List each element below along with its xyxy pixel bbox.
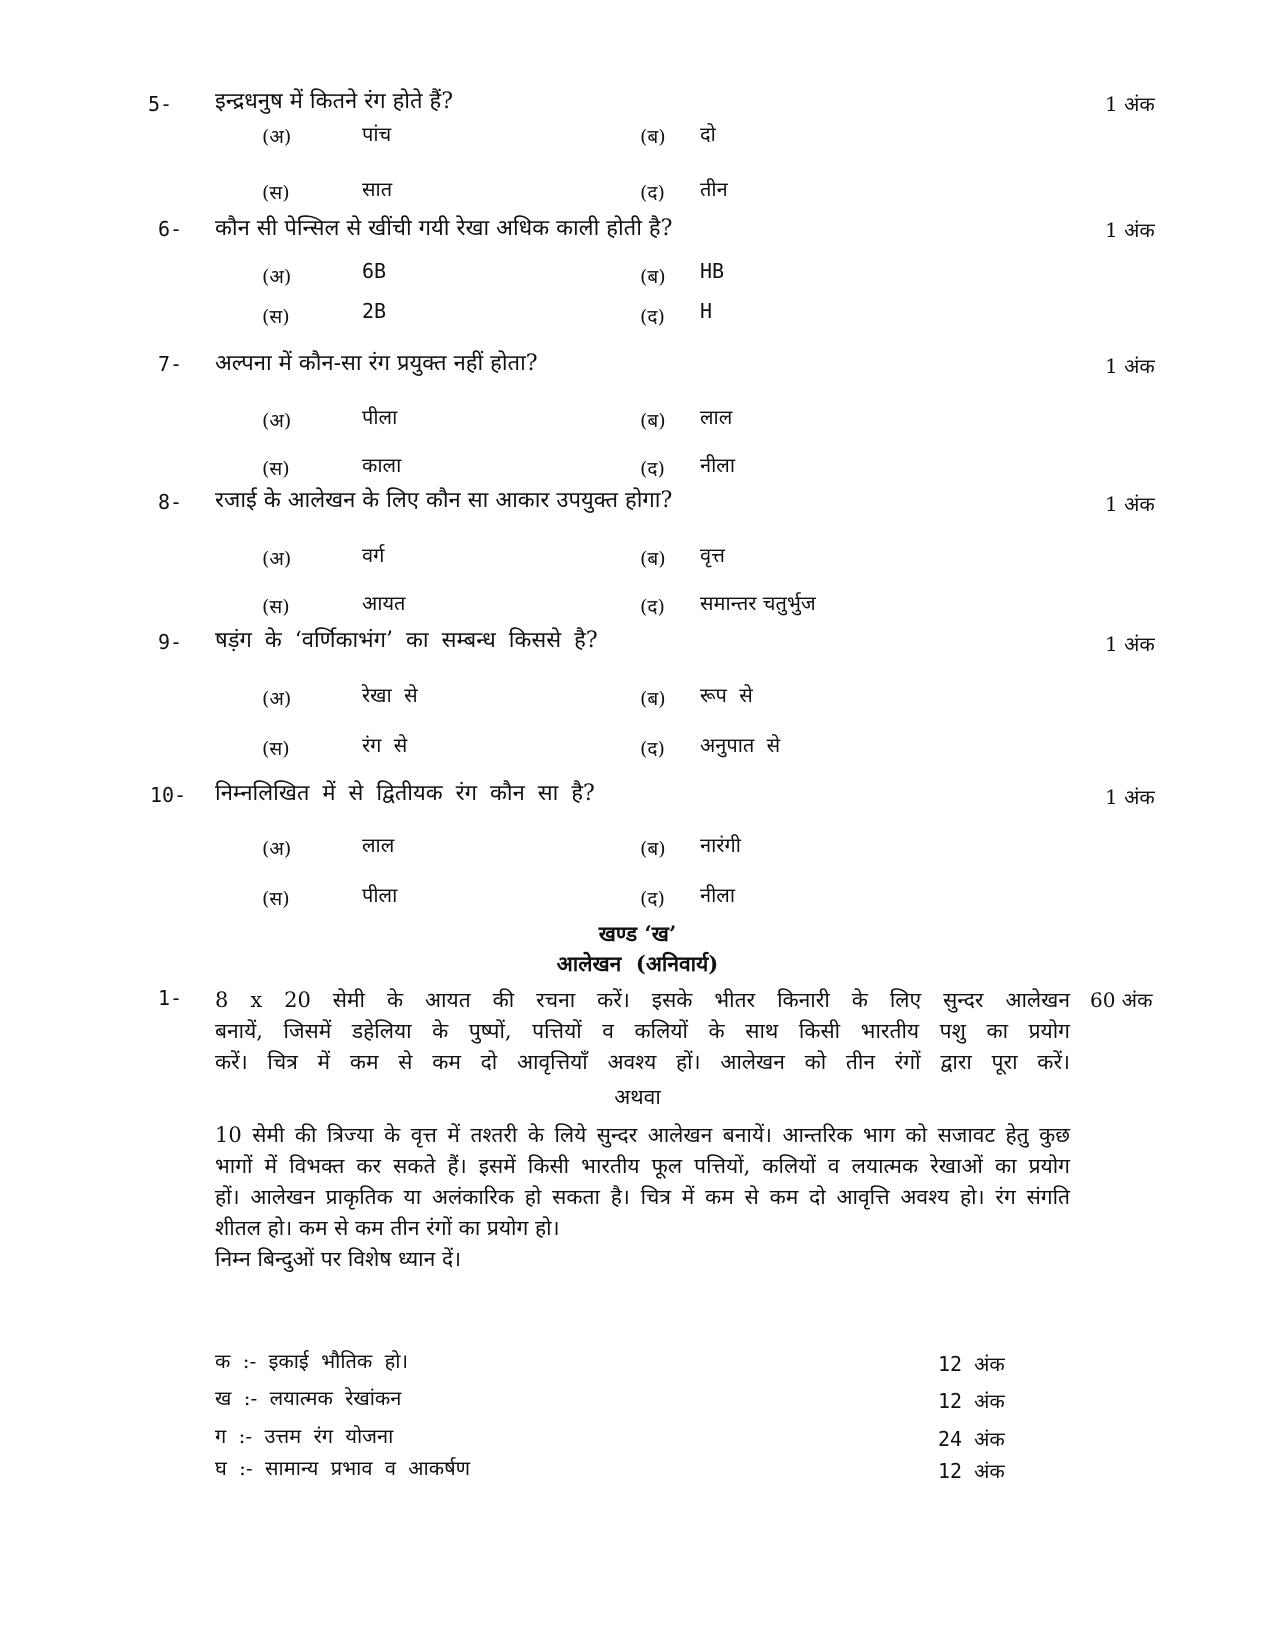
- q6-option-a-label: (अ): [262, 266, 292, 288]
- question-1-line-2: बनायें, जिसमें डहेलिया के पुष्पों, पत्तियों व कलियों के साथ किसी भारतीय पशु का प्रयोग: [215, 1019, 1070, 1043]
- section-question-1-marks: 60 अंक: [1090, 988, 1153, 1012]
- q6-option-a-text: 6B: [362, 259, 387, 283]
- q5-option-a-text: पांच: [362, 122, 392, 146]
- question-5-number: 5-: [148, 92, 173, 116]
- question-5-text: इन्द्रधनुष में कितने रंग होते हैं?: [215, 89, 453, 114]
- q7-option-b-label: (ब): [640, 410, 666, 432]
- question-8-text: रजाई के आलेखन के लिए कौन सा आकार उपयुक्त होगा?: [215, 488, 673, 513]
- q7-option-c-text: काला: [362, 453, 402, 477]
- q9-option-a-label: (अ): [262, 688, 292, 710]
- question-6-text: कौन सी पेन्सिल से खींची गयी रेखा अधिक काली होती है?: [215, 216, 673, 241]
- question-7-number: 7-: [158, 352, 183, 376]
- question-10-text: निम्नलिखित में से द्वितीयक रंग कौन सा है?: [215, 781, 595, 806]
- q6-option-d-label: (द): [640, 306, 665, 328]
- question-7-marks: 1 अंक: [1105, 354, 1155, 378]
- q8-option-d-text: समान्तर चतुर्भुज: [700, 591, 816, 615]
- q10-option-d-label: (द): [640, 888, 665, 910]
- q8-option-c-text: आयत: [362, 591, 406, 615]
- q10-option-b-text: नारंगी: [700, 833, 741, 857]
- q9-option-c-text: रंग से: [362, 733, 408, 757]
- q7-option-d-text: नीला: [700, 453, 736, 477]
- criteria-item-3-marks: 24 अंक: [938, 1427, 1005, 1451]
- question-1-line-3: करें। चित्र में कम से कम दो आवृत्तियाँ अवश्य हों। आलेखन को तीन रंगों द्वारा पूरा करें।: [215, 1050, 1070, 1074]
- q9-option-d-label: (द): [640, 738, 665, 760]
- question-9-text: षड़ंग के ‘वर्णिकाभंग’ का सम्बन्ध किससे है?: [215, 628, 598, 653]
- q9-option-d-text: अनुपात से: [700, 733, 781, 757]
- q10-option-b-label: (ब): [640, 838, 666, 860]
- alternative-line-3: हों। आलेखन प्राकृतिक या अलंकारिक हो सकता है। चित्र में कम से कम दो आवृत्ति अवश्य हो। रंग संगति: [215, 1185, 1070, 1209]
- q7-option-d-label: (द): [640, 458, 665, 480]
- q5-option-d-label: (द): [640, 182, 665, 204]
- question-9-marks: 1 अंक: [1105, 632, 1155, 656]
- q5-option-b-label: (ब): [640, 126, 666, 148]
- q7-option-a-label: (अ): [262, 410, 292, 432]
- alternative-line-5: निम्न बिन्दुओं पर विशेष ध्यान दें।: [215, 1247, 462, 1271]
- q8-option-b-text: वृत्त: [700, 543, 725, 567]
- q6-option-b-text: HB: [700, 259, 725, 283]
- or-label: अथवा: [614, 1085, 661, 1109]
- question-1-line-1: 8 x 20 सेमी के आयत की रचना करें। इसके भीतर किनारी के लिए सुन्दर आलेखन: [215, 988, 1070, 1012]
- alternative-line-2: भागों में विभक्त कर सकते हैं। इसमें किसी भारतीय फूल पत्तियों, कलियों व लयात्मक रेखाओं का प्रयोग: [215, 1154, 1070, 1178]
- alternative-line-4: शीतल हो। कम से कम तीन रंगों का प्रयोग हो।: [215, 1216, 560, 1240]
- question-10-marks: 1 अंक: [1105, 785, 1155, 809]
- question-6-marks: 1 अंक: [1105, 218, 1155, 242]
- q8-option-c-label: (स): [262, 596, 290, 618]
- q6-option-c-label: (स): [262, 306, 290, 328]
- criteria-item-1-marks: 12 अंक: [938, 1352, 1005, 1376]
- q10-option-a-label: (अ): [262, 838, 292, 860]
- q10-option-d-text: नीला: [700, 883, 736, 907]
- section-question-1-number: 1-: [158, 986, 183, 1010]
- q8-option-d-label: (द): [640, 596, 665, 618]
- q7-option-c-label: (स): [262, 458, 290, 480]
- criteria-item-2: ख :- लयात्मक रेखांकन: [215, 1386, 402, 1410]
- question-8-marks: 1 अंक: [1105, 492, 1155, 516]
- alternative-line-1: 10 सेमी की त्रिज्या के वृत्त में तश्तरी के लिये सुन्दर आलेखन बनायें। आन्तरिक भाग को सजावट हेतु कुछ: [215, 1123, 1070, 1147]
- q5-option-b-text: दो: [700, 122, 716, 146]
- q9-option-b-text: रूप से: [700, 683, 753, 707]
- question-7-text: अल्पना में कौन-सा रंग प्रयुक्त नहीं होता?: [215, 351, 538, 376]
- q9-option-a-text: रेखा से: [362, 683, 418, 707]
- q8-option-b-label: (ब): [640, 548, 666, 570]
- section-subtitle: आलेखन (अनिवार्य): [556, 951, 719, 976]
- q7-option-b-text: लाल: [700, 405, 733, 429]
- q6-option-d-text: H: [700, 299, 713, 323]
- question-8-number: 8-: [158, 490, 183, 514]
- q8-option-a-label: (अ): [262, 548, 292, 570]
- criteria-item-1: क :- इकाई भौतिक हो।: [215, 1349, 409, 1373]
- criteria-item-4-marks: 12 अंक: [938, 1459, 1005, 1483]
- criteria-item-4: घ :- सामान्य प्रभाव व आकर्षण: [215, 1456, 471, 1480]
- q6-option-c-text: 2B: [362, 299, 387, 323]
- question-6-number: 6-: [158, 217, 183, 241]
- q5-option-c-label: (स): [262, 182, 290, 204]
- q9-option-b-label: (ब): [640, 688, 666, 710]
- q10-option-a-text: लाल: [362, 833, 395, 857]
- q10-option-c-text: पीला: [362, 883, 398, 907]
- q10-option-c-label: (स): [262, 888, 290, 910]
- criteria-item-3: ग :- उत्तम रंग योजना: [215, 1424, 394, 1448]
- q6-option-b-label: (ब): [640, 266, 666, 288]
- criteria-item-2-marks: 12 अंक: [938, 1389, 1005, 1413]
- section-title: खण्ड ‘ख’: [598, 921, 677, 946]
- q5-option-c-text: सात: [362, 177, 393, 201]
- q5-option-a-label: (अ): [262, 126, 292, 148]
- q9-option-c-label: (स): [262, 738, 290, 760]
- q5-option-d-text: तीन: [700, 177, 728, 201]
- q8-option-a-text: वर्ग: [362, 543, 385, 567]
- question-10-number: 10-: [150, 783, 187, 807]
- question-9-number: 9-: [158, 630, 183, 654]
- question-5-marks: 1 अंक: [1105, 92, 1155, 116]
- q7-option-a-text: पीला: [362, 405, 398, 429]
